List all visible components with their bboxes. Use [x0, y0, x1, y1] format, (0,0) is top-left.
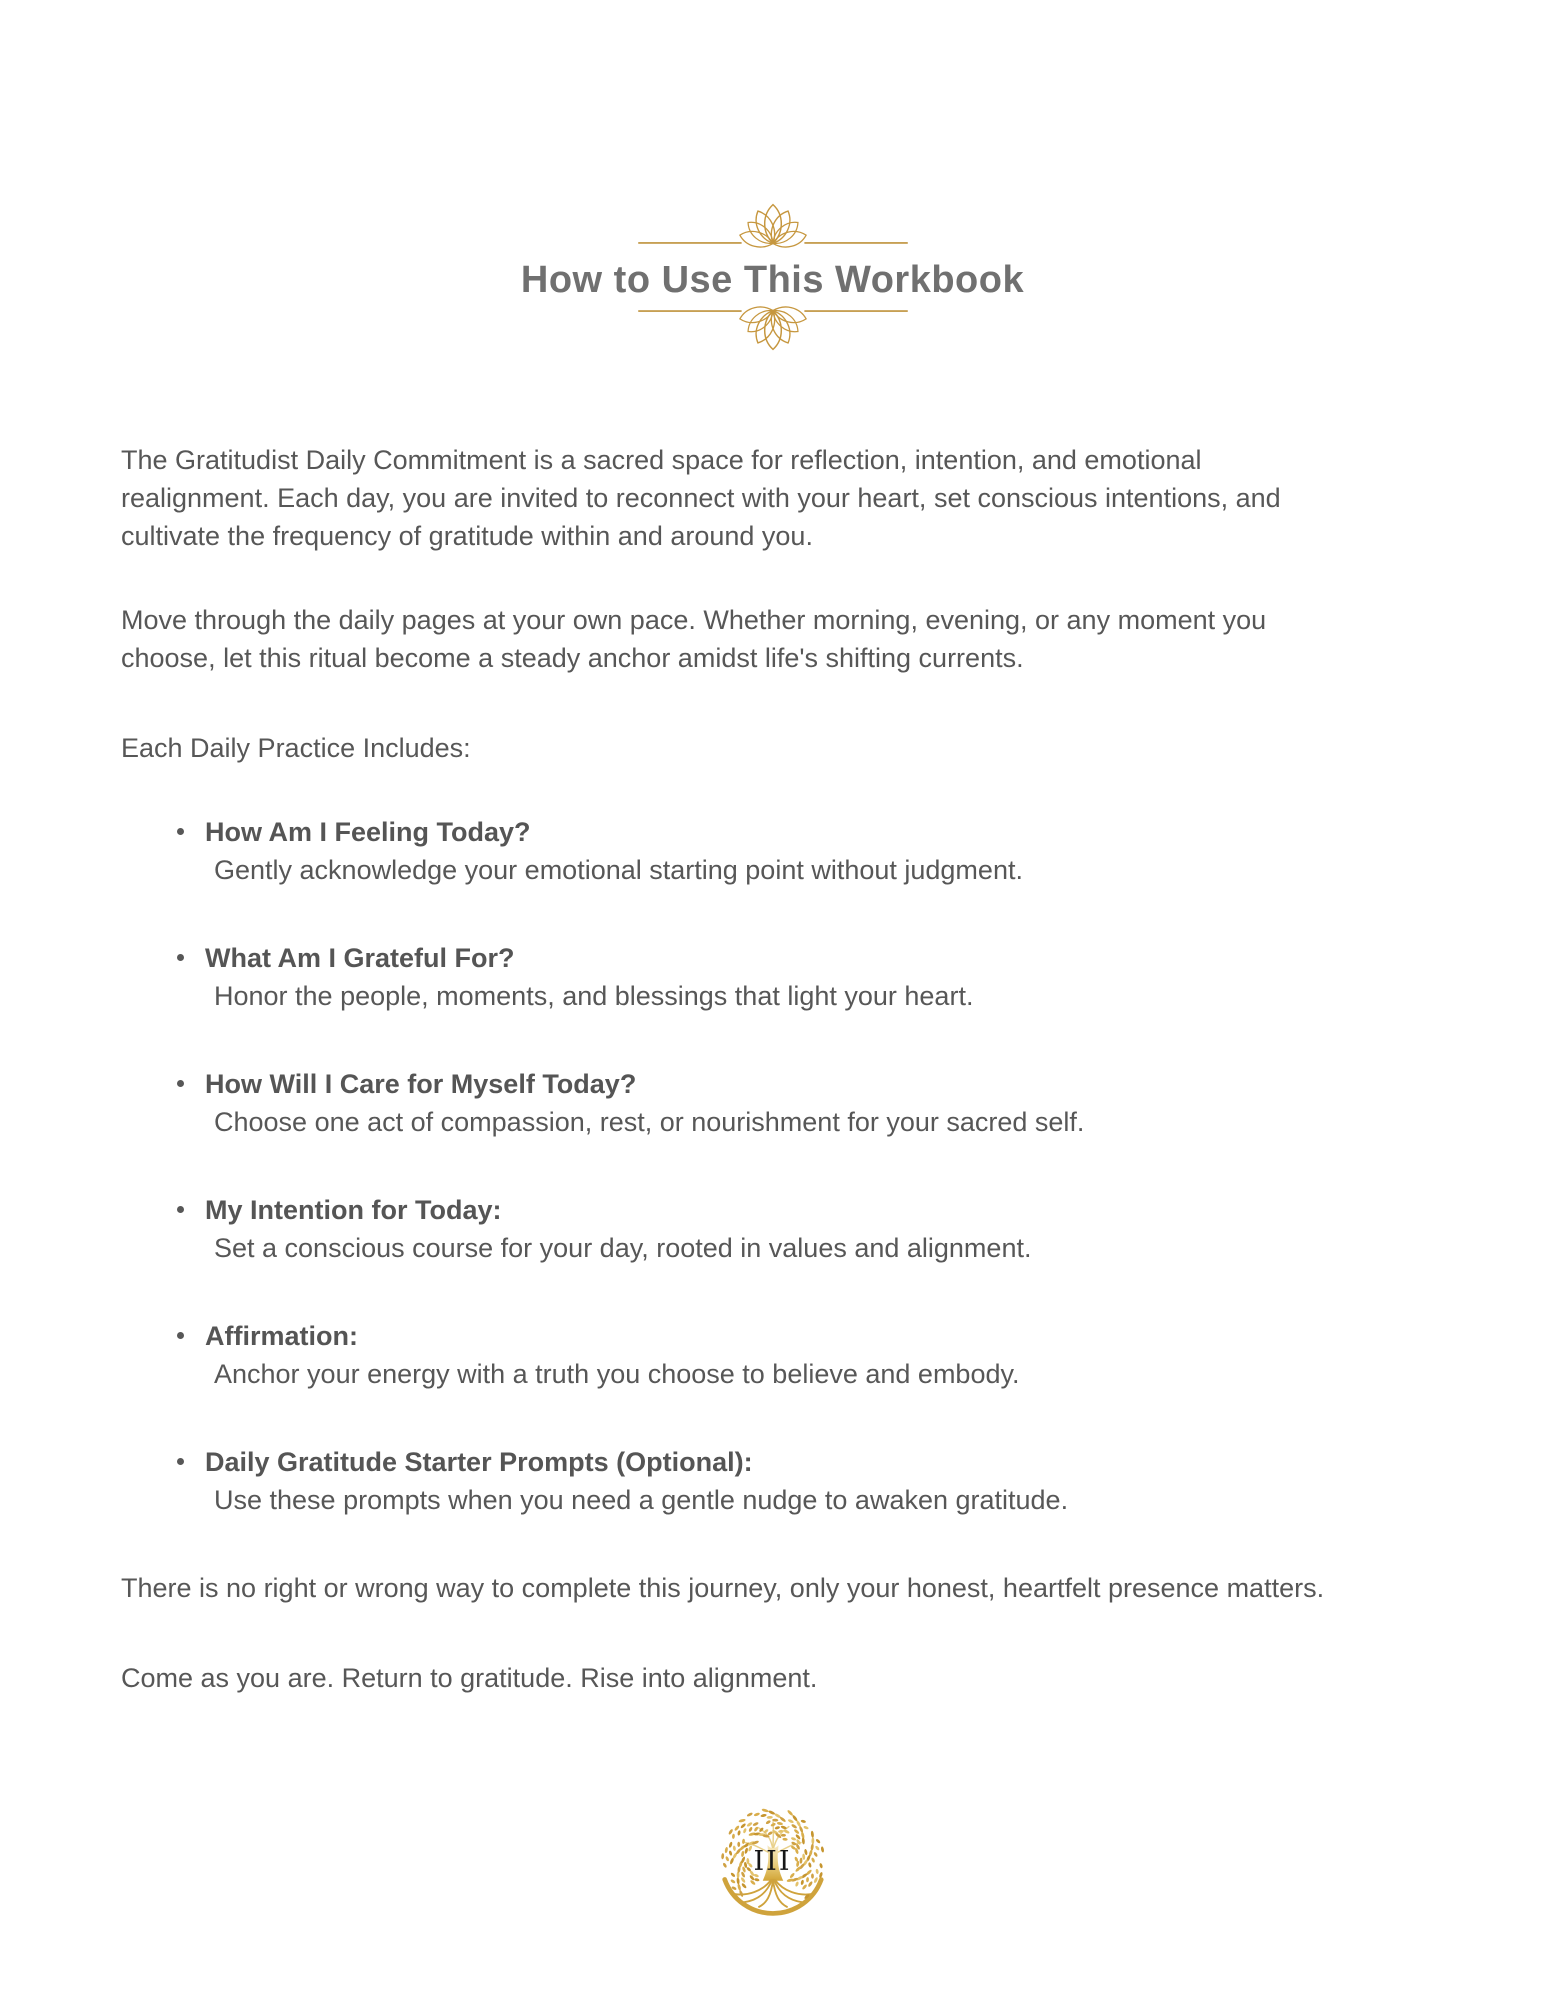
practice-item-heading: My Intention for Today: — [205, 1195, 502, 1225]
practice-item-heading: How Am I Feeling Today? — [205, 817, 531, 847]
practice-item-heading: What Am I Grateful For? — [205, 943, 515, 973]
page-title: How to Use This Workbook — [520, 259, 1025, 301]
footer-logo — [717, 1806, 829, 1920]
closing-paragraph-come-as-you-are: Come as you are. Return to gratitude. Rise into alignment. — [121, 1663, 818, 1693]
page-header — [0, 200, 1545, 354]
closing-paragraph-journey: There is no right or wrong way to complete this journey, only your honest, heartfelt presence matters. — [121, 1573, 1325, 1603]
practice-list — [121, 813, 1336, 1519]
intro-paragraph-pace: Move through the daily pages at your own pace. Whether morning, evening, or any moment you choose, let this ritual become a steady anchor amidst life's shifting currents. — [121, 605, 1267, 673]
list-item — [121, 1191, 1336, 1267]
practice-item-description: Gently acknowledge your emotional starting point without judgment. — [214, 855, 1023, 885]
intro-paragraph-commitment: The Gratitudist Daily Commitment is a sacred space for reflection, intention, and emotional realignment. Each day, you are invited to reconnect with your heart, set conscious intentions, and cultivate the frequency of gratitude within and around you. — [121, 445, 1281, 551]
practice-item-description: Set a conscious course for your day, rooted in values and alignment. — [214, 1233, 1032, 1263]
page-number: III — [753, 1846, 792, 1877]
list-item — [121, 1065, 1336, 1141]
practice-list-intro: Each Daily Practice Includes: — [121, 733, 471, 763]
practice-item-heading: Affirmation: — [205, 1321, 358, 1351]
list-item — [121, 939, 1336, 1015]
practice-item-description: Use these prompts when you need a gentle nudge to awaken gratitude. — [214, 1485, 1069, 1515]
list-item — [121, 1317, 1336, 1393]
lotus-ornament-top-icon — [626, 200, 920, 248]
practice-item-description: Anchor your energy with a truth you choose to believe and embody. — [214, 1359, 1020, 1389]
page-content — [121, 441, 1336, 1697]
list-item — [121, 813, 1336, 889]
practice-item-description: Honor the people, moments, and blessings that light your heart. — [214, 981, 974, 1011]
practice-item-heading: How Will I Care for Myself Today? — [205, 1069, 637, 1099]
lotus-ornament-bottom-icon — [626, 306, 920, 354]
practice-item-heading: Daily Gratitude Starter Prompts (Optional): — [205, 1447, 753, 1477]
list-item — [121, 1443, 1336, 1519]
practice-item-description: Choose one act of compassion, rest, or nourishment for your sacred self. — [214, 1107, 1085, 1137]
